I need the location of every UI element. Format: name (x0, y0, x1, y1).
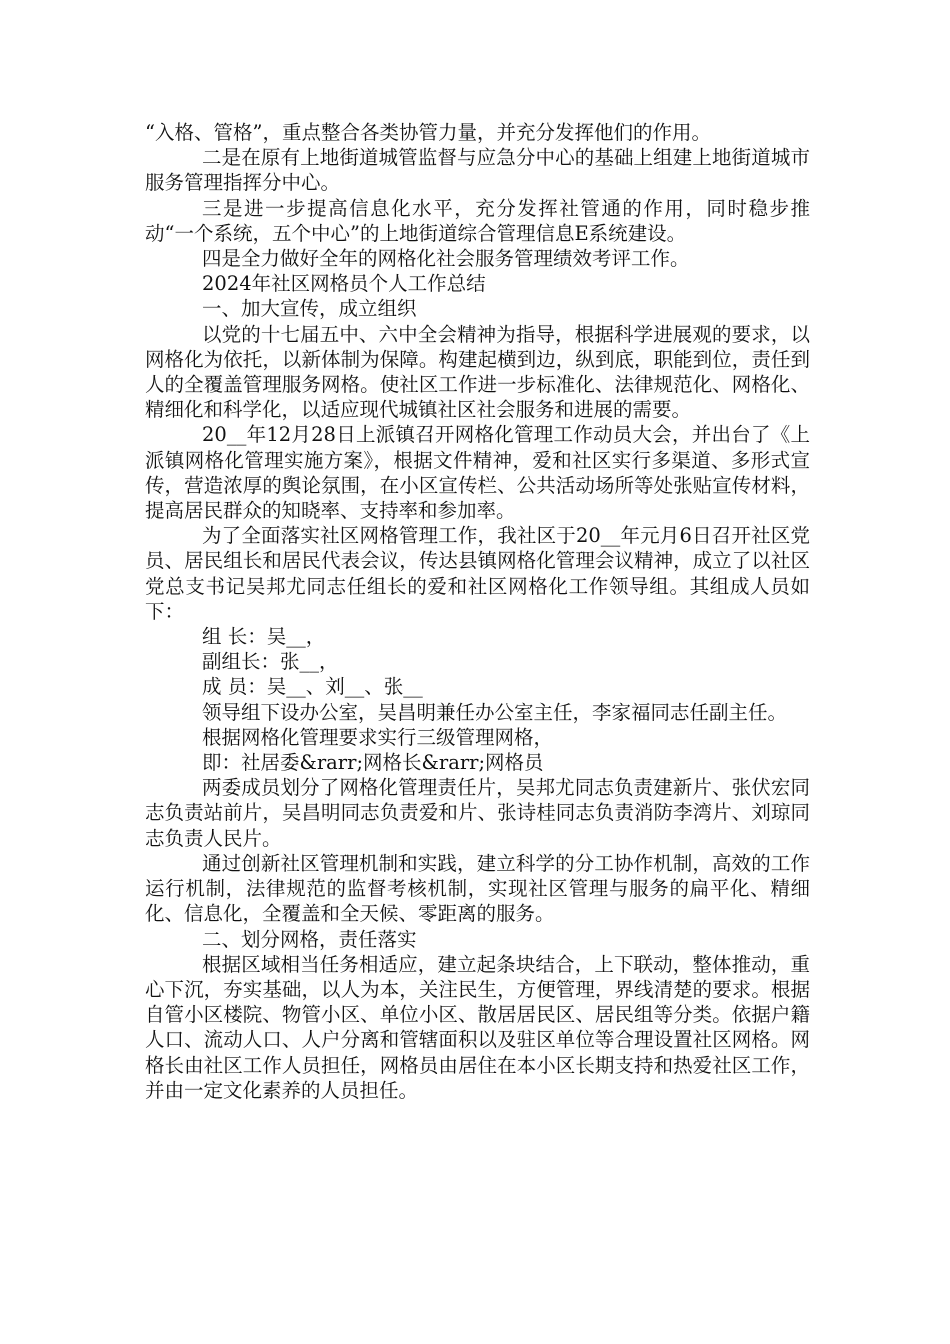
paragraph: 20__年12月28日上派镇召开网格化管理工作动员大会，并出台了《上派镇网格化管理实施方案》，根据文件精神，爱和社区实行多渠道、多形式宣传，营造浓厚的舆论氛围，在小区宣传栏、公共活动场所等处张贴宣传材料，提高居民群众的知晓率、支持率和参加率。 (145, 423, 810, 523)
paragraph-item-four: 四是全力做好全年的网格化社会服务管理绩效考评工作。 (202, 247, 690, 271)
paragraph: 根据网格化管理要求实行三级管理网格， (202, 725, 554, 749)
paragraph-item-two: 二是在原有上地街道城管监督与应急分中心的基础上组建上地街道城市服务管理指挥分中心。 (145, 146, 810, 195)
document-title: 2024年社区网格员个人工作总结 (202, 272, 486, 296)
paragraph: 为了全面落实社区网格管理工作，我社区于20__年元月6日召开社区党员、居民组长和居民代表会议，传达县镇网格化管理会议精神，成立了以社区党总支书记吴邦尤同志任组长的爱和社区网格化工作领导组。其组成人员如下： (145, 524, 810, 623)
paragraph: 根据区域相当任务相适应，建立起条块结合，上下联动，整体推动，重心下沉，夯实基础，以人为本，关注民生，方便管理，界线清楚的要求。根据自管小区楼院、物管小区、单位小区、散居居民区、居民组等分类。依据户籍人口、流动人口、人户分离和管辖面积以及驻区单位等合理设置社区网格。网格长由社区工作人员担任，网格员由居住在本小区长期支持和热爱社区工作，并由一定文化素养的人员担任。 (145, 952, 810, 1102)
paragraph-continuation: “入格、管格”，重点整合各类协管力量，并充分发挥他们的作用。 (145, 121, 711, 144)
member-line-members: 成 员：吴__、刘__、张__ (202, 675, 423, 699)
paragraph: 通过创新社区管理机制和实践，建立科学的分工协作机制，高效的工作运行机制，法律规范的监督考核机制，实现社区管理与服务的扁平化、精细化、信息化，全覆盖和全天候、零距离的服务。 (145, 851, 810, 926)
paragraph: 即：社居委&rarr;网格长&rarr;网格员 (202, 751, 544, 775)
section-heading-2: 二、划分网格，责任落实 (202, 927, 417, 951)
paragraph: 领导组下设办公室，吴昌明兼任办公室主任，李家福同志任副主任。 (202, 700, 788, 724)
paragraph: 两委成员划分了网格化管理责任片，吴邦尤同志负责建新片、张伏宏同志负责站前片，吴昌明同志负责爱和片、张诗桂同志负责消防李湾片、刘琼同志负责人民片。 (145, 776, 810, 850)
section-heading-1: 一、加大宣传，成立组织 (202, 297, 417, 321)
document-body (145, 120, 810, 1103)
member-line-leader: 组 长：吴__， (202, 625, 326, 649)
member-line-deputy: 副组长：张__， (202, 650, 339, 674)
paragraph: 以党的十七届五中、六中全会精神为指导，根据科学进展观的要求，以网格化为依托，以新体制为保障。构建起横到边，纵到底，职能到位，责任到人的全覆盖管理服务网格。使社区工作进一步标准化、法律规范化、网格化、精细化和科学化，以适应现代城镇社区社会服务和进展的需要。 (145, 322, 810, 422)
paragraph-item-three: 三是进一步提高信息化水平，充分发挥社管通的作用，同时稳步推动“一个系统，五个中心”的上地街道综合管理信息E系统建设。 (145, 196, 810, 245)
